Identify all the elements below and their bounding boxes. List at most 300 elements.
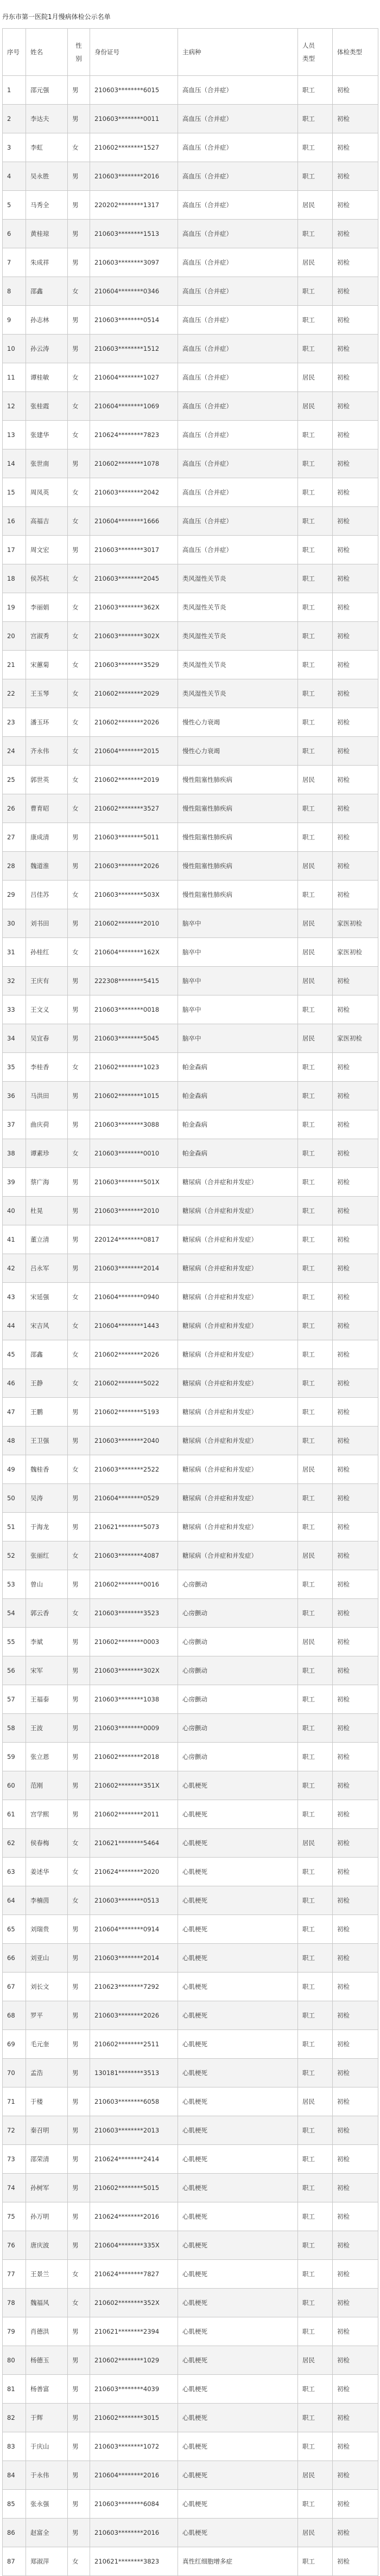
cell-name: 曲庆荷 — [26, 1110, 68, 1139]
table-row — [3, 2317, 378, 2346]
cell-sex: 女 — [68, 1369, 90, 1398]
cell-index: 84 — [3, 2461, 26, 2490]
cell-sex: 女 — [68, 651, 90, 679]
cell-person-type: 职工 — [298, 1283, 333, 1312]
cell-exam-type: 初检 — [333, 1139, 378, 1168]
cell-index: 54 — [3, 1599, 26, 1628]
cell-id-number: 210603********2040 — [90, 1427, 178, 1455]
header-id-number-label: 身份证号 — [94, 48, 119, 56]
cell-index: 79 — [3, 2317, 26, 2346]
cell-index: 12 — [3, 392, 26, 421]
cell-sex: 男 — [68, 2001, 90, 2030]
cell-disease: 慢性阻塞性肺疾病 — [178, 766, 298, 794]
cell-name: 于楼 — [26, 2087, 68, 2116]
cell-name: 郑淑萍 — [26, 2547, 68, 2576]
cell-index: 4 — [3, 162, 26, 191]
table-row — [3, 1656, 378, 1685]
cell-disease: 心房颤动 — [178, 1714, 298, 1743]
cell-id-number: 210604********1443 — [90, 1312, 178, 1340]
cell-id-number: 210603********6015 — [90, 76, 178, 105]
cell-person-type: 职工 — [298, 2059, 333, 2087]
cell-disease: 高血压（合并症） — [178, 133, 298, 162]
cell-id-number: 210604********0914 — [90, 1915, 178, 1944]
cell-exam-type: 初检 — [333, 1455, 378, 1484]
cell-id-number: 210603********2010 — [90, 1197, 178, 1225]
cell-exam-type: 初检 — [333, 1168, 378, 1197]
cell-id-number: 210603********0514 — [90, 306, 178, 335]
table-row — [3, 162, 378, 191]
cell-person-type: 职工 — [298, 1398, 333, 1427]
cell-exam-type: 初检 — [333, 162, 378, 191]
cell-person-type: 职工 — [298, 2317, 333, 2346]
cell-person-type: 职工 — [298, 507, 333, 536]
header-index-label: 序号 — [7, 48, 20, 56]
cell-index: 53 — [3, 1570, 26, 1599]
cell-id-number: 220202********1317 — [90, 191, 178, 220]
cell-name: 潘玉环 — [26, 708, 68, 737]
cell-person-type: 职工 — [298, 2260, 333, 2289]
cell-sex: 女 — [68, 392, 90, 421]
table-row — [3, 737, 378, 766]
cell-disease: 高血压（合并症） — [178, 363, 298, 392]
cell-id-number: 210603********2045 — [90, 564, 178, 593]
cell-disease: 糖尿病（合并症和并发症） — [178, 1254, 298, 1283]
cell-exam-type: 初检 — [333, 2317, 378, 2346]
table-row — [3, 1427, 378, 1455]
cell-name: 董立清 — [26, 1225, 68, 1254]
cell-disease: 慢性心力衰竭 — [178, 708, 298, 737]
cell-exam-type: 家医初检 — [333, 909, 378, 938]
table-row — [3, 881, 378, 909]
cell-id-number: 210604********1027 — [90, 363, 178, 392]
cell-sex: 女 — [68, 1541, 90, 1570]
cell-exam-type: 初检 — [333, 2519, 378, 2547]
cell-exam-type: 家医初检 — [333, 1024, 378, 1053]
cell-sex: 女 — [68, 708, 90, 737]
cell-name: 魏桂香 — [26, 1455, 68, 1484]
cell-exam-type: 初检 — [333, 2289, 378, 2317]
cell-id-number: 210621********2394 — [90, 2317, 178, 2346]
cell-exam-type: 初检 — [333, 306, 378, 335]
cell-id-number: 210602********2029 — [90, 679, 178, 708]
cell-disease: 心肌梗死 — [178, 2461, 298, 2490]
cell-disease: 帕金森病 — [178, 1110, 298, 1139]
cell-sex: 男 — [68, 1656, 90, 1685]
table-row — [3, 2547, 378, 2576]
table-row — [3, 1312, 378, 1340]
cell-name: 王玉琴 — [26, 679, 68, 708]
cell-index: 41 — [3, 1225, 26, 1254]
cell-disease: 糖尿病（合并症和并发症） — [178, 1312, 298, 1340]
header-disease-label: 主病种 — [182, 48, 201, 56]
cell-disease: 心肌梗死 — [178, 2404, 298, 2432]
cell-disease: 心肌梗死 — [178, 2231, 298, 2260]
cell-disease: 心肌梗死 — [178, 1858, 298, 1886]
cell-person-type: 职工 — [298, 162, 333, 191]
cell-index: 56 — [3, 1656, 26, 1685]
cell-exam-type: 初检 — [333, 995, 378, 1024]
cell-disease: 真性红细胞增多症 — [178, 2547, 298, 2576]
cell-exam-type: 初检 — [333, 766, 378, 794]
cell-exam-type: 初检 — [333, 133, 378, 162]
cell-sex: 男 — [68, 909, 90, 938]
cell-sex: 女 — [68, 564, 90, 593]
cell-name: 罗平 — [26, 2001, 68, 2030]
cell-id-number: 220124********0817 — [90, 1225, 178, 1254]
table-row — [3, 766, 378, 794]
cell-disease: 高血压（合并症） — [178, 105, 298, 133]
cell-sex: 女 — [68, 1139, 90, 1168]
cell-id-number: 210603********0513 — [90, 1886, 178, 1915]
cell-person-type: 居民 — [298, 1829, 333, 1858]
table-row — [3, 2375, 378, 2404]
cell-id-number: 210604********0529 — [90, 1484, 178, 1513]
cell-index: 74 — [3, 2174, 26, 2202]
table-row — [3, 909, 378, 938]
cell-sex: 男 — [68, 76, 90, 105]
cell-sex: 男 — [68, 1743, 90, 1771]
cell-index: 23 — [3, 708, 26, 737]
cell-id-number: 210604********0940 — [90, 1283, 178, 1312]
cell-person-type: 职工 — [298, 1053, 333, 1082]
table-row — [3, 1771, 378, 1800]
table-row — [3, 967, 378, 995]
cell-index: 65 — [3, 1915, 26, 1944]
cell-name: 魏福风 — [26, 2289, 68, 2317]
cell-person-type: 职工 — [298, 2490, 333, 2519]
cell-person-type: 居民 — [298, 909, 333, 938]
cell-id-number: 210602********352X — [90, 2289, 178, 2317]
cell-id-number: 210602********5015 — [90, 2174, 178, 2202]
cell-sex: 男 — [68, 2116, 90, 2145]
cell-person-type: 职工 — [298, 105, 333, 133]
cell-name: 王波 — [26, 1714, 68, 1743]
cell-id-number: 210602********3015 — [90, 2404, 178, 2432]
cell-person-type: 职工 — [298, 708, 333, 737]
cell-disease: 脑卒中 — [178, 1024, 298, 1053]
table-body — [3, 76, 378, 2576]
cell-index: 33 — [3, 995, 26, 1024]
cell-person-type: 职工 — [298, 2289, 333, 2317]
cell-exam-type: 初检 — [333, 1771, 378, 1800]
cell-exam-type: 初检 — [333, 277, 378, 306]
cell-disease: 心肌梗死 — [178, 2202, 298, 2231]
cell-id-number: 210624********2414 — [90, 2145, 178, 2174]
cell-exam-type: 初检 — [333, 679, 378, 708]
cell-disease: 心肌梗死 — [178, 2289, 298, 2317]
cell-name: 王景兰 — [26, 2260, 68, 2289]
cell-index: 38 — [3, 1139, 26, 1168]
cell-index: 31 — [3, 938, 26, 967]
cell-person-type: 职工 — [298, 593, 333, 622]
cell-person-type: 职工 — [298, 881, 333, 909]
cell-sex: 男 — [68, 536, 90, 564]
cell-disease: 糖尿病（合并症和并发症） — [178, 1541, 298, 1570]
cell-disease: 心肌梗死 — [178, 1771, 298, 1800]
cell-exam-type: 初检 — [333, 507, 378, 536]
cell-index: 82 — [3, 2404, 26, 2432]
table-row — [3, 2461, 378, 2490]
cell-id-number: 210604********1069 — [90, 392, 178, 421]
table-row — [3, 1053, 378, 1082]
cell-disease: 心肌梗死 — [178, 1915, 298, 1944]
cell-id-number: 210603********0018 — [90, 995, 178, 1024]
cell-sex: 女 — [68, 1455, 90, 1484]
cell-exam-type: 初检 — [333, 593, 378, 622]
cell-exam-type: 初检 — [333, 2059, 378, 2087]
cell-index: 76 — [3, 2231, 26, 2260]
table-row — [3, 1915, 378, 1944]
cell-index: 46 — [3, 1369, 26, 1398]
cell-exam-type: 初检 — [333, 1082, 378, 1110]
cell-index: 43 — [3, 1283, 26, 1312]
cell-disease: 高血压（合并症） — [178, 335, 298, 363]
table-row — [3, 1168, 378, 1197]
cell-sex: 女 — [68, 938, 90, 967]
cell-exam-type: 初检 — [333, 1225, 378, 1254]
cell-name: 毛元奎 — [26, 2030, 68, 2059]
cell-exam-type: 初检 — [333, 2260, 378, 2289]
table-row — [3, 1369, 378, 1398]
cell-sex: 男 — [68, 1915, 90, 1944]
cell-index: 58 — [3, 1714, 26, 1743]
cell-sex: 男 — [68, 1484, 90, 1513]
cell-id-number: 210603********0011 — [90, 105, 178, 133]
cell-person-type: 职工 — [298, 1197, 333, 1225]
cell-name: 杨善富 — [26, 2375, 68, 2404]
cell-disease: 高血压（合并症） — [178, 306, 298, 335]
cell-index: 77 — [3, 2260, 26, 2289]
cell-sex: 女 — [68, 2289, 90, 2317]
cell-name: 李斌 — [26, 1628, 68, 1656]
table-row — [3, 1225, 378, 1254]
cell-disease: 高血压（合并症） — [178, 449, 298, 478]
cell-person-type: 职工 — [298, 1139, 333, 1168]
cell-id-number: 210602********3527 — [90, 794, 178, 823]
cell-name: 朱成祥 — [26, 248, 68, 277]
cell-sex: 女 — [68, 363, 90, 392]
cell-exam-type: 初检 — [333, 2490, 378, 2519]
cell-sex: 女 — [68, 737, 90, 766]
cell-index: 14 — [3, 449, 26, 478]
cell-id-number: 210602********5022 — [90, 1369, 178, 1398]
cell-person-type: 居民 — [298, 1024, 333, 1053]
cell-sex: 男 — [68, 1225, 90, 1254]
cell-id-number: 210604********162X — [90, 938, 178, 967]
cell-index: 52 — [3, 1541, 26, 1570]
cell-exam-type: 初检 — [333, 2375, 378, 2404]
cell-person-type: 职工 — [298, 2116, 333, 2145]
cell-sex: 男 — [68, 1944, 90, 1973]
cell-exam-type: 初检 — [333, 1053, 378, 1082]
cell-person-type: 居民 — [298, 852, 333, 881]
cell-disease: 高血压（合并症） — [178, 392, 298, 421]
cell-person-type: 职工 — [298, 1484, 333, 1513]
cell-exam-type: 初检 — [333, 1656, 378, 1685]
cell-disease: 心肌梗死 — [178, 2432, 298, 2461]
table-row — [3, 2174, 378, 2202]
table-row — [3, 478, 378, 507]
cell-sex: 男 — [68, 1973, 90, 2001]
cell-disease: 心肌梗死 — [178, 2519, 298, 2547]
cell-name: 于庆山 — [26, 2432, 68, 2461]
cell-person-type: 职工 — [298, 2145, 333, 2174]
table-row — [3, 995, 378, 1024]
cell-exam-type: 初检 — [333, 1369, 378, 1398]
cell-id-number: 210603********0009 — [90, 1714, 178, 1743]
table-row — [3, 708, 378, 737]
cell-id-number: 210602********351X — [90, 1771, 178, 1800]
cell-id-number: 210604********2016 — [90, 2461, 178, 2490]
cell-index: 21 — [3, 651, 26, 679]
cell-person-type: 居民 — [298, 248, 333, 277]
cell-sex: 男 — [68, 449, 90, 478]
cell-person-type: 居民 — [298, 1455, 333, 1484]
cell-name: 谭素珍 — [26, 1139, 68, 1168]
cell-person-type: 职工 — [298, 1427, 333, 1455]
cell-id-number: 210621********5464 — [90, 1829, 178, 1858]
cell-disease: 糖尿病（合并症和并发症） — [178, 1340, 298, 1369]
cell-index: 17 — [3, 536, 26, 564]
cell-sex: 男 — [68, 1110, 90, 1139]
cell-sex: 女 — [68, 1053, 90, 1082]
cell-id-number: 222308********5415 — [90, 967, 178, 995]
cell-index: 35 — [3, 1053, 26, 1082]
table-row — [3, 105, 378, 133]
cell-name: 孙云涛 — [26, 335, 68, 363]
header-index — [3, 29, 26, 76]
cell-id-number: 210603********3097 — [90, 248, 178, 277]
cell-exam-type: 初检 — [333, 248, 378, 277]
cell-index: 75 — [3, 2202, 26, 2231]
cell-name: 孙万明 — [26, 2202, 68, 2231]
cell-person-type: 职工 — [298, 536, 333, 564]
table-row — [3, 679, 378, 708]
cell-id-number: 210603********0010 — [90, 1139, 178, 1168]
cell-exam-type: 初检 — [333, 335, 378, 363]
cell-name: 邵元强 — [26, 76, 68, 105]
table-row — [3, 2404, 378, 2432]
cell-person-type: 职工 — [298, 1225, 333, 1254]
cell-id-number: 210603********501X — [90, 1168, 178, 1197]
cell-sex: 男 — [68, 1513, 90, 1541]
cell-name: 刘亚山 — [26, 1944, 68, 1973]
cell-name: 吴宜春 — [26, 1024, 68, 1053]
cell-exam-type: 初检 — [333, 1858, 378, 1886]
table-row — [3, 421, 378, 449]
cell-index: 44 — [3, 1312, 26, 1340]
cell-disease: 心肌梗死 — [178, 1829, 298, 1858]
cell-person-type: 职工 — [298, 1340, 333, 1369]
cell-sex: 女 — [68, 1312, 90, 1340]
cell-person-type: 职工 — [298, 1082, 333, 1110]
cell-name: 于海龙 — [26, 1513, 68, 1541]
cell-index: 26 — [3, 794, 26, 823]
cell-exam-type: 初检 — [333, 1714, 378, 1743]
table-row — [3, 392, 378, 421]
table-row — [3, 651, 378, 679]
cell-id-number: 210603********1512 — [90, 335, 178, 363]
table-row — [3, 1541, 378, 1570]
cell-index: 10 — [3, 335, 26, 363]
cell-disease: 慢性阻塞性肺疾病 — [178, 881, 298, 909]
cell-sex: 男 — [68, 2519, 90, 2547]
cell-name: 秦召明 — [26, 2116, 68, 2145]
cell-disease: 糖尿病（合并症和并发症） — [178, 1513, 298, 1541]
table-row — [3, 2346, 378, 2375]
cell-disease: 心肌梗死 — [178, 2317, 298, 2346]
cell-id-number: 210603********2026 — [90, 2001, 178, 2030]
cell-index: 36 — [3, 1082, 26, 1110]
cell-index: 87 — [3, 2547, 26, 2576]
cell-exam-type: 初检 — [333, 76, 378, 105]
cell-disease: 高血压（合并症） — [178, 162, 298, 191]
cell-index: 64 — [3, 1886, 26, 1915]
cell-name: 杨德玉 — [26, 2346, 68, 2375]
cell-disease: 糖尿病（合并症和并发症） — [178, 1225, 298, 1254]
cell-index: 13 — [3, 421, 26, 449]
cell-disease: 高血压（合并症） — [178, 478, 298, 507]
cell-sex: 女 — [68, 2547, 90, 2576]
cell-person-type: 职工 — [298, 737, 333, 766]
table-row — [3, 1599, 378, 1628]
cell-exam-type: 初检 — [333, 564, 378, 593]
cell-disease: 高血压（合并症） — [178, 277, 298, 306]
cell-index: 7 — [3, 248, 26, 277]
cell-index: 40 — [3, 1197, 26, 1225]
cell-name: 马秀全 — [26, 191, 68, 220]
header-sex — [68, 29, 90, 76]
cell-index: 20 — [3, 622, 26, 651]
cell-sex: 男 — [68, 2174, 90, 2202]
cell-exam-type: 初检 — [333, 1110, 378, 1139]
cell-disease: 心肌梗死 — [178, 1944, 298, 1973]
cell-sex: 男 — [68, 995, 90, 1024]
cell-disease: 高血压（合并症） — [178, 248, 298, 277]
table-row — [3, 248, 378, 277]
table-row — [3, 593, 378, 622]
cell-id-number: 210602********2511 — [90, 2030, 178, 2059]
cell-person-type: 职工 — [298, 1800, 333, 1829]
cell-sex: 女 — [68, 593, 90, 622]
table-row — [3, 2116, 378, 2145]
cell-id-number: 210602********1023 — [90, 1053, 178, 1082]
cell-id-number: 210602********2026 — [90, 1340, 178, 1369]
cell-name: 赵富全 — [26, 2519, 68, 2547]
cell-index: 5 — [3, 191, 26, 220]
cell-name: 张丽红 — [26, 1541, 68, 1570]
cell-name: 吴涛 — [26, 1484, 68, 1513]
cell-person-type: 居民 — [298, 938, 333, 967]
cell-person-type: 居民 — [298, 1541, 333, 1570]
cell-exam-type: 初检 — [333, 1254, 378, 1283]
cell-id-number: 210603********1072 — [90, 2432, 178, 2461]
cell-name: 宫学熙 — [26, 1800, 68, 1829]
cell-name: 张立恩 — [26, 1743, 68, 1771]
cell-sex: 男 — [68, 2145, 90, 2174]
cell-disease: 心肌梗死 — [178, 2174, 298, 2202]
cell-exam-type: 初检 — [333, 1915, 378, 1944]
cell-disease: 心房颤动 — [178, 1685, 298, 1714]
cell-person-type: 居民 — [298, 1628, 333, 1656]
cell-index: 9 — [3, 306, 26, 335]
cell-name: 孙桂红 — [26, 938, 68, 967]
cell-person-type: 职工 — [298, 2547, 333, 2576]
cell-sex: 女 — [68, 1340, 90, 1369]
cell-id-number: 210603********6058 — [90, 2087, 178, 2116]
cell-person-type: 职工 — [298, 2202, 333, 2231]
cell-disease: 糖尿病（合并症和并发症） — [178, 1168, 298, 1197]
